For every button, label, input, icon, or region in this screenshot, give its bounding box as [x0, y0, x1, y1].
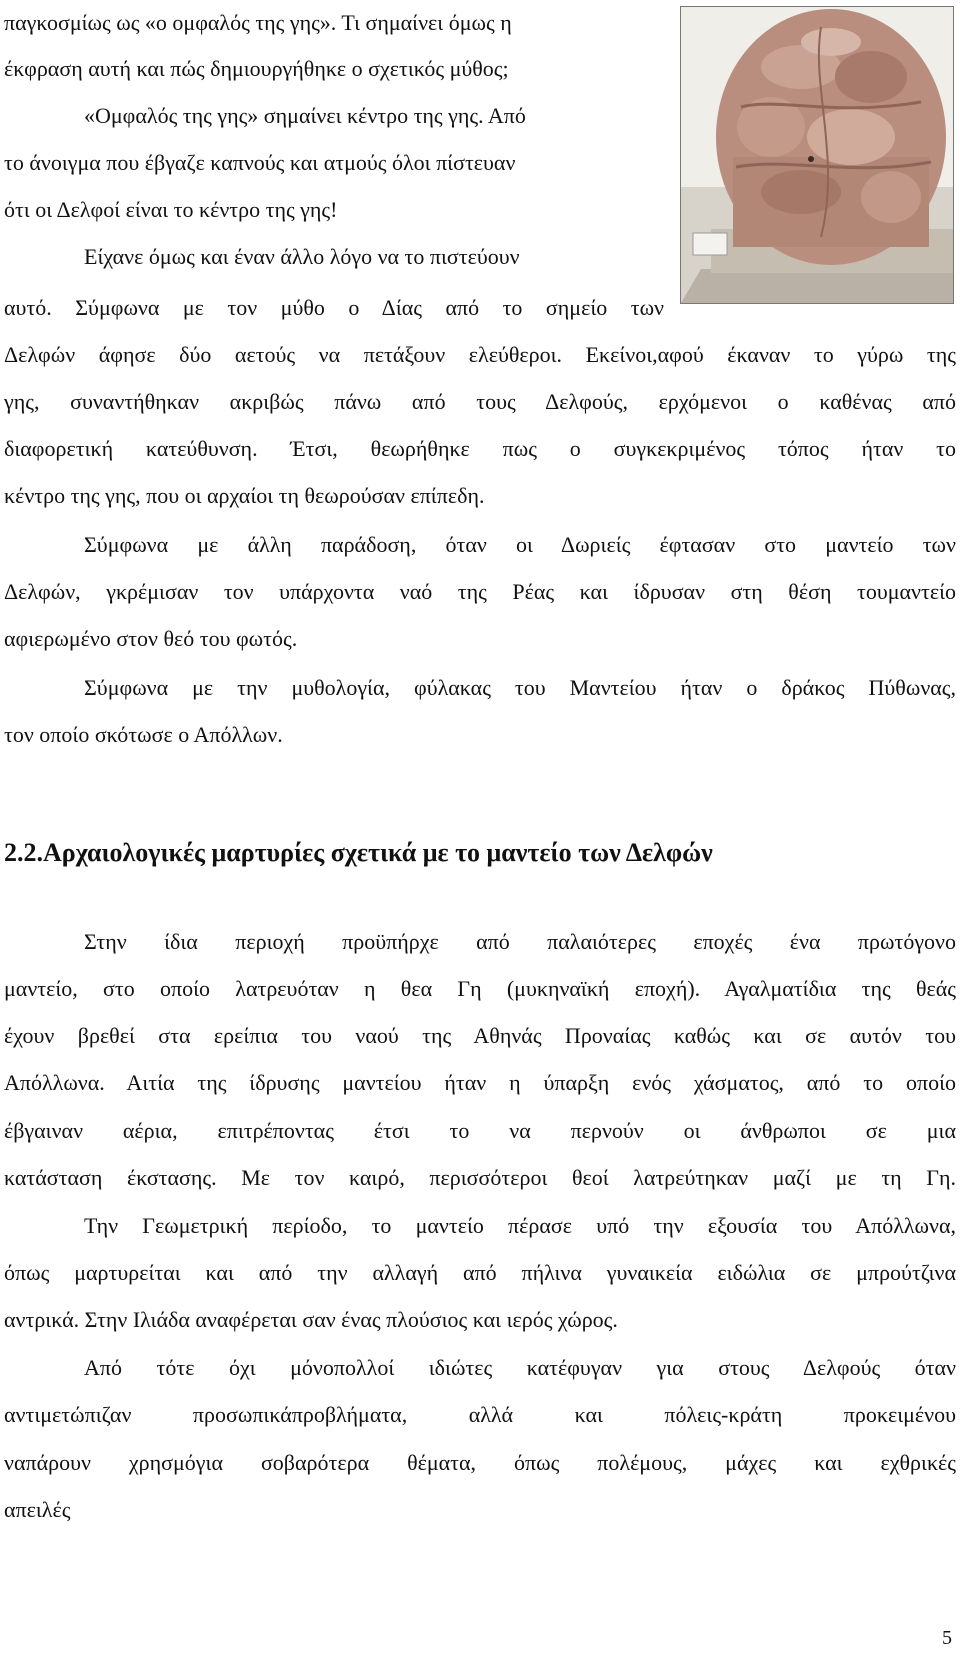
- paragraph1-line7: αυτό. Σύμφωνα με τον μύθο ο Δίας από το σημείο των: [4, 295, 664, 320]
- omphalos-stone-image: [681, 7, 953, 303]
- paragraph4-line4: Απόλλωνα. Αιτία της ίδρυσης μαντείου ήταν η ύπαρξη ενός χάσματος, από το οποίο: [4, 1070, 956, 1095]
- paragraph3-line2: τον οποίο σκότωσε ο Απόλλων.: [4, 722, 283, 747]
- paragraph1-line8: Δελφών άφησε δύο αετούς να πετάξουν ελεύθεροι. Εκείνοι,αφού έκαναν το γύρω της: [4, 342, 956, 367]
- paragraph1-line4: το άνοιγμα που έβγαζε καπνούς και ατμούς όλοι πίστευαν: [4, 150, 516, 175]
- paragraph5-line1: Την Γεωμετρική περίοδο, το μαντείο πέρασε υπό την εξουσία του Απόλλωνα,: [84, 1213, 956, 1238]
- paragraph1-line5: ότι οι Δελφοί είναι το κέντρο της γης!: [4, 197, 338, 222]
- paragraph5-line3: αντρικά. Στην Ιλιάδα αναφέρεται σαν ένας πλούσιος και ιερός χώρος.: [4, 1307, 618, 1332]
- paragraph2-line2: Δελφών, γκρέμισαν τον υπάρχοντα ναό της Ρέας και ίδρυσαν στη θέση τουμαντείο: [4, 579, 956, 604]
- paragraph4-line1: Στην ίδια περιοχή προϋπήρχε από παλαιότερες εποχές ένα πρωτόγονο: [84, 929, 956, 954]
- paragraph1-line2: έκφραση αυτή και πώς δημιουργήθηκε ο σχετικός μύθος;: [4, 56, 509, 81]
- paragraph1-line1: παγκοσμίως ως «ο ομφαλός της γης». Τι σημαίνει όμως η: [4, 10, 512, 35]
- paragraph5-line2: όπως μαρτυρείται και από την αλλαγή από πήλινα γυναικεία ειδώλια σε μπρούτζινα: [4, 1260, 956, 1285]
- paragraph4-line5: έβγαιναν αέρια, επιτρέποντας έτσι το να περνούν οι άνθρωποι σε μια: [4, 1118, 956, 1143]
- paragraph4-line6: κατάσταση έκστασης. Με τον καιρό, περισσότεροι θεοί λατρεύτηκαν μαζί με τη Γη.: [4, 1165, 956, 1190]
- paragraph1-line11: κέντρο της γης, που οι αρχαίοι τη θεωρούσαν επίπεδη.: [4, 483, 485, 508]
- paragraph2-line3: αφιερωμένο στον θεό του φωτός.: [4, 626, 298, 651]
- page-number: 5: [942, 1627, 952, 1649]
- omphalos-stone-photo: [680, 6, 954, 304]
- section-heading: 2.2.Αρχαιολογικές μαρτυρίες σχετικά με το μαντείο των Δελφών: [4, 838, 713, 867]
- paragraph3-line1: Σύμφωνα με την μυθολογία, φύλακας του Μαντείου ήταν ο δράκος Πύθωνας,: [84, 675, 956, 700]
- paragraph1-line3: «Ομφαλός της γης» σημαίνει κέντρο της γης. Από: [84, 103, 526, 128]
- paragraph4-line3: έχουν βρεθεί στα ερείπια του ναού της Αθηνάς Προναίας καθώς και σε αυτόν του: [4, 1023, 956, 1048]
- paragraph6-line1: Από τότε όχι μόνοπολλοί ιδιώτες κατέφυγαν για στους Δελφούς όταν: [84, 1355, 956, 1380]
- paragraph1-line9: γης, συναντήθηκαν ακριβώς πάνω από τους Δελφούς, ερχόμενοι ο καθένας από: [4, 389, 956, 414]
- paragraph2-line1: Σύμφωνα με άλλη παράδοση, όταν οι Δωριείς έφτασαν στο μαντείο των: [84, 532, 956, 557]
- paragraph1-line10: διαφορετική κατεύθυνση. Έτσι, θεωρήθηκε πως ο συγκεκριμένος τόπος ήταν το: [4, 436, 956, 461]
- paragraph6-line2: αντιμετώπιζαν προσωπικάπροβλήματα, αλλά και πόλεις-κράτη προκειμένου: [4, 1402, 956, 1427]
- paragraph6-line3: ναπάρουν χρησμόγια σοβαρότερα θέματα, όπως πολέμους, μάχες και εχθρικές: [4, 1450, 956, 1475]
- paragraph1-line6: Είχανε όμως και έναν άλλο λόγο να το πιστεύουν: [84, 244, 520, 269]
- paragraph6-line4: απειλές: [4, 1497, 71, 1522]
- paragraph4-line2: μαντείο, στο οποίο λατρευόταν η θεα Γη (μυκηναϊκή εποχή). Αγαλματίδια της θεάς: [4, 976, 956, 1001]
